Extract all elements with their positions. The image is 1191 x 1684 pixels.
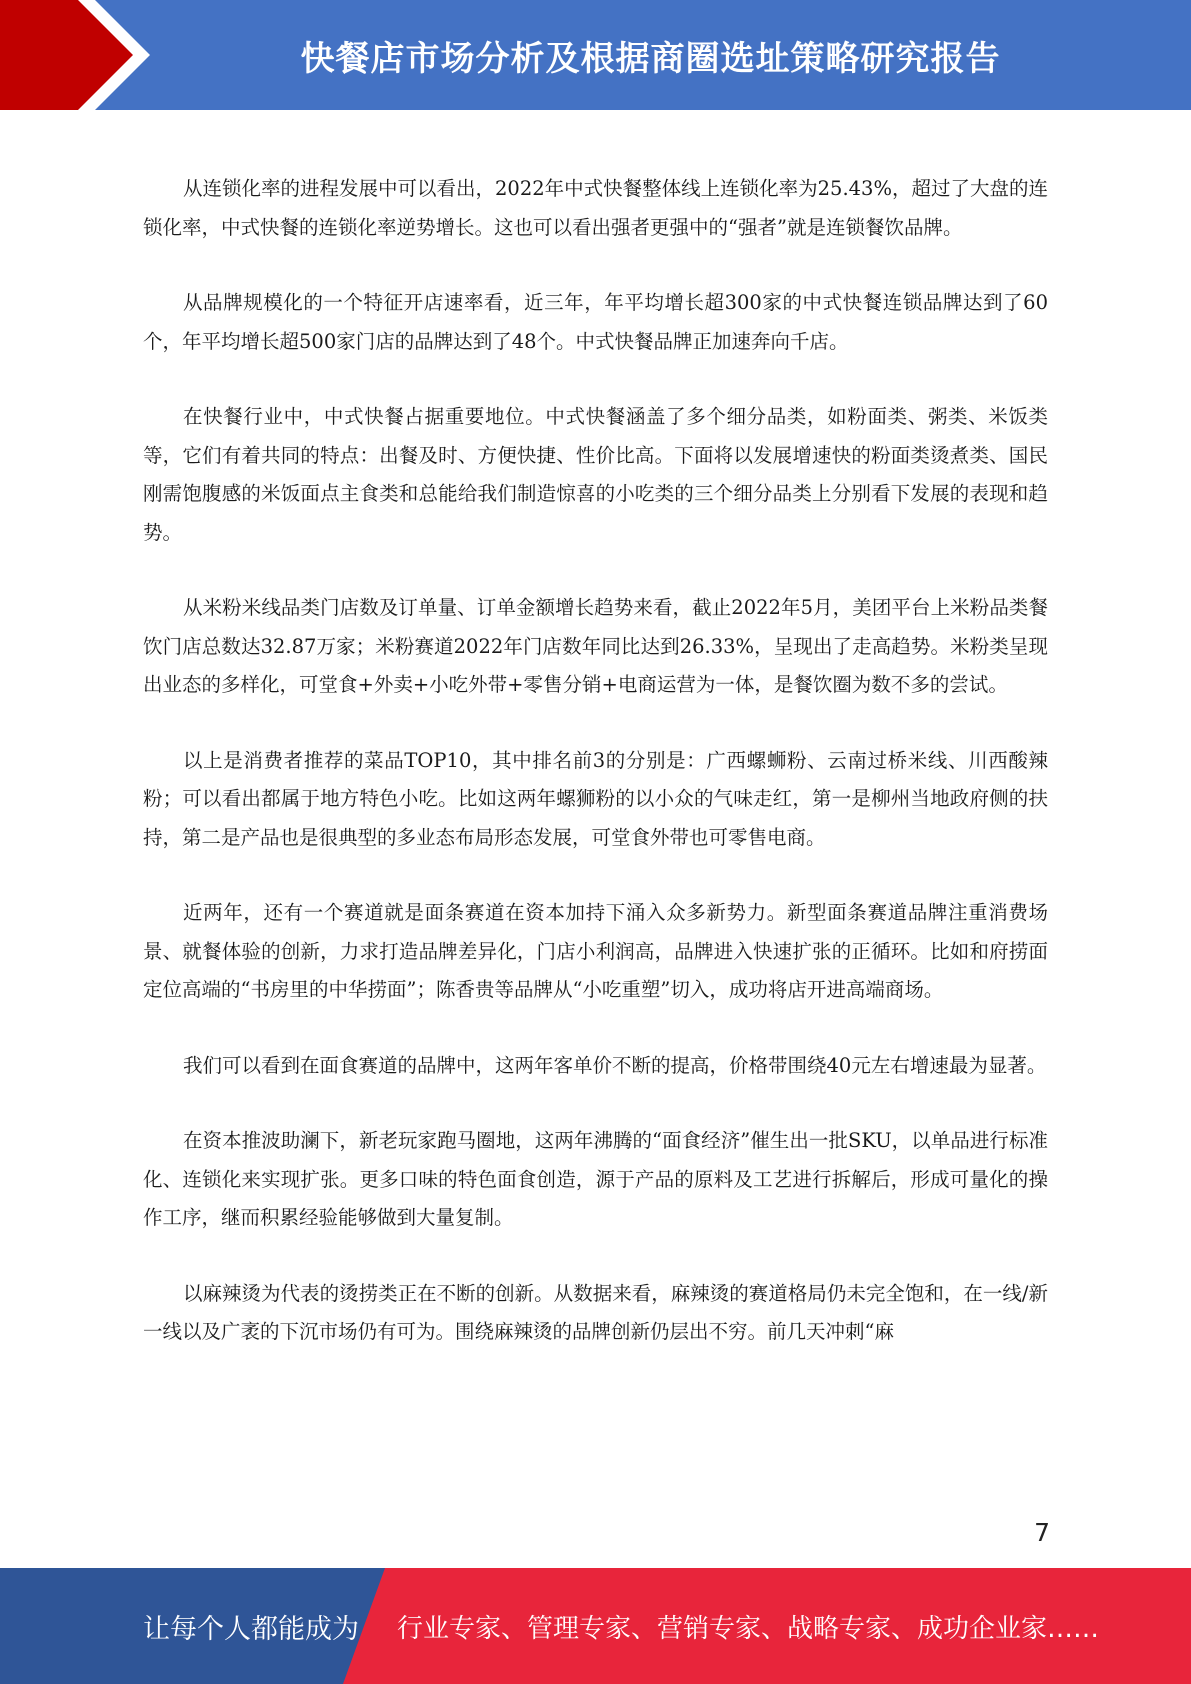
body-content [143,170,1048,1389]
paragraph: 近两年，还有一个赛道就是面条赛道在资本加持下涌入众多新势力。新型面条赛道品牌注重消费场景、就餐体验的创新，力求打造品牌差异化，门店小利润高，品牌进入快速扩张的正循环。比如和府捞面定位高端的“书房里的中华捞面”；陈香贵等品牌从“小吃重塑”切入，成功将店开进高端商场。 [143,901,1048,1001]
paragraph: 从品牌规模化的一个特征开店速率看，近三年，年平均增长超300家的中式快餐连锁品牌达到了60个，年平均增长超500家门店的品牌达到了48个。中式快餐品牌正加速奔向千店。 [143,291,1048,353]
footer-slogan-left: 让每个人都能成为 [143,1613,359,1645]
paragraph: 从连锁化率的进程发展中可以看出，2022年中式快餐整体线上连锁化率为25.43%，超过了大盘的连锁化率，中式快餐的连锁化率逆势增长。这也可以看出强者更强中的“强者”就是连锁餐饮品牌。 [143,177,1048,239]
paragraph: 在资本推波助澜下，新老玩家跑马圈地，这两年沸腾的“面食经济”催生出一批SKU，以单品进行标准化、连锁化来实现扩张。更多口味的特色面食创造，源于产品的原料及工艺进行拆解后，形成可量化的操作工序，继而积累经验能够做到大量复制。 [143,1129,1048,1229]
header-arrow-decoration [0,0,160,110]
paragraph: 在快餐行业中，中式快餐占据重要地位。中式快餐涵盖了多个细分品类，如粉面类、粥类、米饭类等，它们有着共同的特点：出餐及时、方便快捷、性价比高。下面将以发展增速快的粉面类烫煮类、国民刚需饱腹感的米饭面点主食类和总能给我们制造惊喜的小吃类的三个细分品类上分别看下发展的表现和趋势。 [143,405,1048,544]
page-header [0,0,1191,110]
page-footer [0,1568,1191,1684]
paragraph: 我们可以看到在面食赛道的品牌中，这两年客单价不断的提高，价格带围绕40元左右增速最为显著。 [183,1053,1047,1077]
paragraph: 以麻辣烫为代表的烫捞类正在不断的创新。从数据来看，麻辣烫的赛道格局仍未完全饱和，在一线/新一线以及广袤的下沉市场仍有可为。围绕麻辣烫的品牌创新仍层出不穷。前几天冲刺“麻 [143,1281,1048,1343]
page-number: 7 [1034,1518,1050,1547]
document-title: 快餐店市场分析及根据商圈选址策略研究报告 [300,38,1001,79]
footer-slogan-right: 行业专家、管理专家、营销专家、战略专家、成功企业家…… [397,1613,1100,1644]
paragraph: 从米粉米线品类门店数及订单量、订单金额增长趋势来看，截止2022年5月，美团平台上米粉品类餐饮门店总数达32.87万家；米粉赛道2022年门店数年同比达到26.33%，呈现出了走高趋势。米粉类呈现出业态的多样化，可堂食+外卖+小吃外带+零售分销+电商运营为一体，是餐饮圈为数不多的尝试。 [143,596,1048,696]
paragraph: 以上是消费者推荐的菜品TOP10，其中排名前3的分别是：广西螺蛳粉、云南过桥米线、川西酸辣粉；可以看出都属于地方特色小吃。比如这两年螺狮粉的以小众的气味走红，第一是柳州当地政府侧的扶持，第二是产品也是很典型的多业态布局形态发展，可堂食外带也可零售电商。 [143,748,1048,849]
